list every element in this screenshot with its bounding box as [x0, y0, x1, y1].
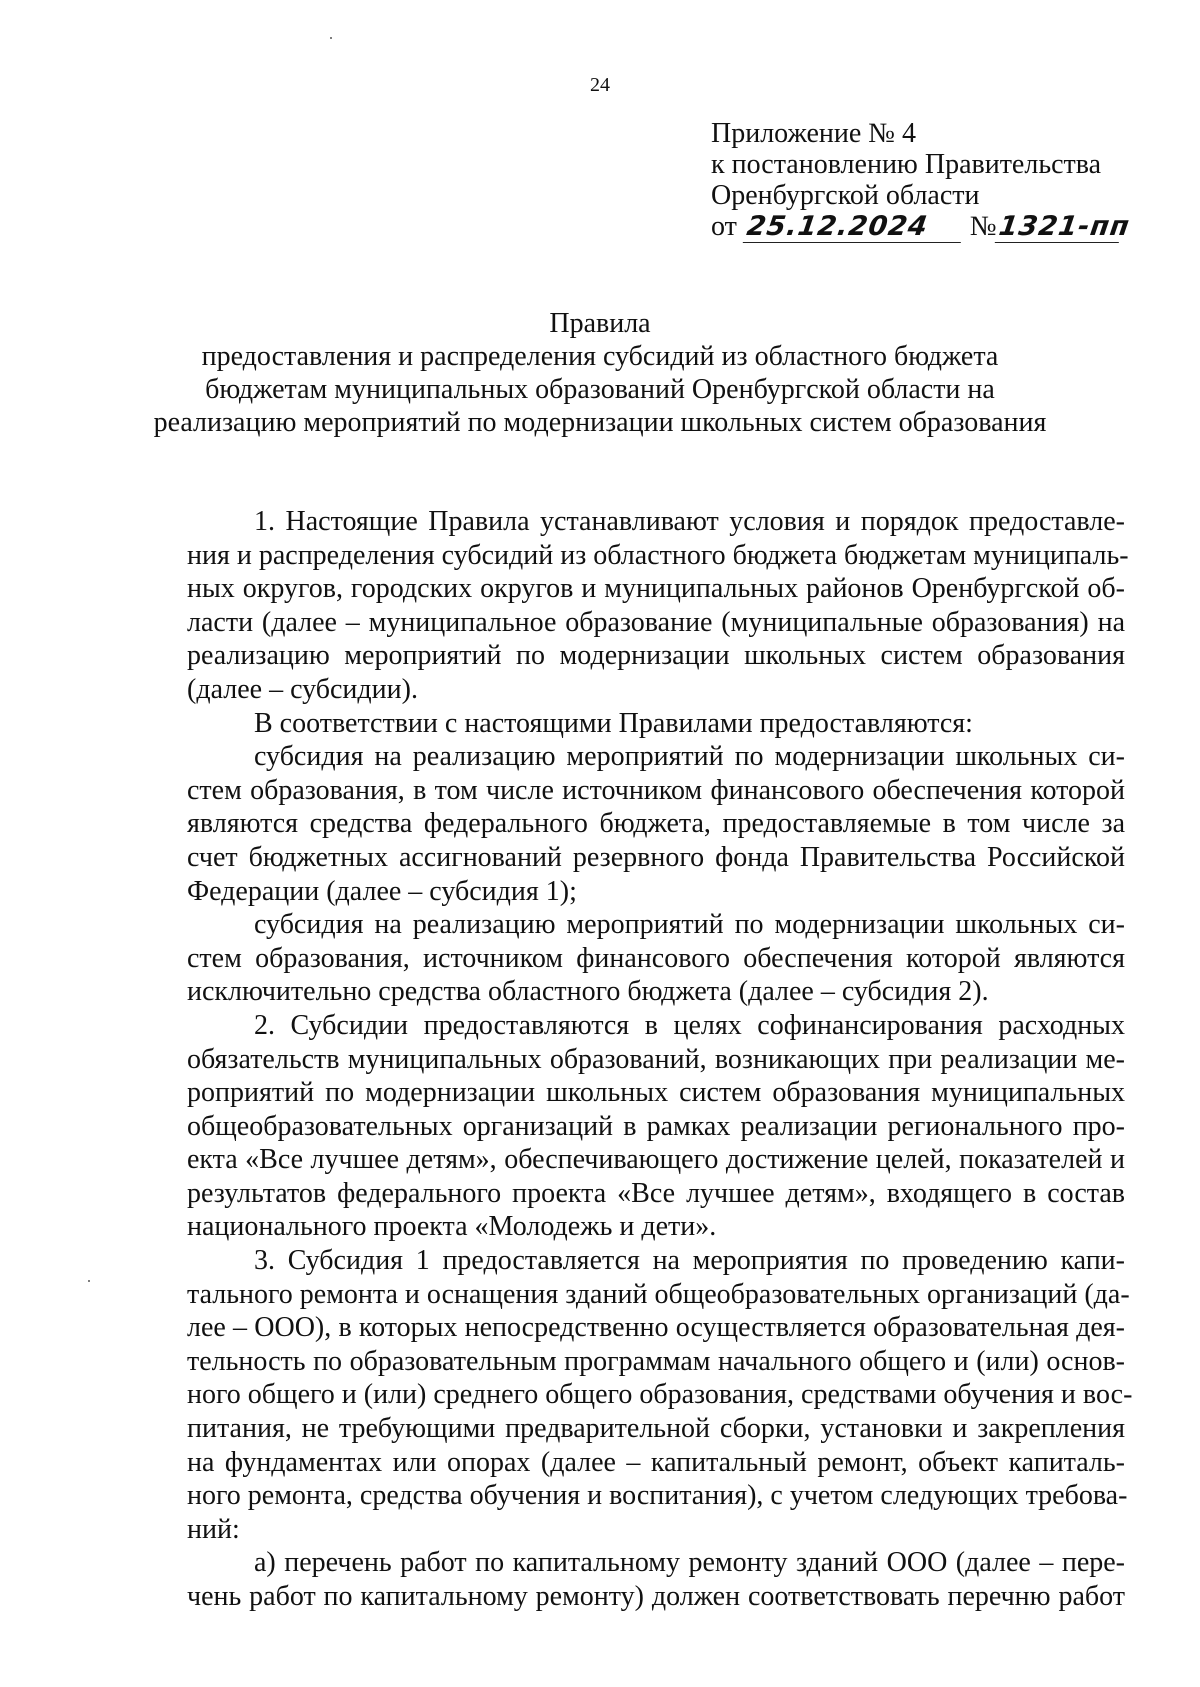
title-line: предоставления и распределения субсидий из областного бюджета — [201, 341, 999, 372]
body-line: субсидия на реализацию мероприятий по модернизации школьных си- — [254, 909, 1125, 941]
body-line: ного общего и (или) среднего общего образования, средствами обучения и вос- — [187, 1379, 1133, 1411]
body-line: общеобразовательных организаций в рамках реализации регионального про- — [187, 1110, 1125, 1142]
body-line: обязательств муниципальных образований, возникающих при реализации ме- — [187, 1043, 1125, 1075]
body-line: питания, не требующими предварительной сборки, установки и закрепления — [187, 1413, 1125, 1445]
body-line: тального ремонта и оснащения зданий общеобразовательных организаций (да- — [187, 1278, 1130, 1310]
body-line: реализацию мероприятий по модернизации школьных систем образования — [187, 640, 1125, 672]
document-title — [0, 307, 1200, 439]
appendix-line: Оренбургской области — [711, 180, 980, 211]
body-line: В соответствии с настоящими Правилами предоставляются: — [254, 707, 973, 739]
appendix-date-number-line — [711, 211, 1132, 243]
title-line: бюджетам муниципальных образований Оренбургской области на — [205, 374, 995, 405]
body-line: (далее – субсидии). — [187, 673, 418, 705]
body-line: исключительно средства областного бюджета (далее – субсидия 2). — [187, 976, 989, 1008]
body-line: результатов федерального проекта «Все лучшее детям», входящего в состав — [187, 1177, 1125, 1209]
title-heading: Правила — [549, 308, 651, 339]
body-line: Федерации (далее – субсидия 1); — [187, 875, 577, 907]
appendix-line: к постановлению Правительства — [711, 149, 1102, 180]
body-line: являются средства федерального бюджета, предоставляемые в том числе за — [187, 808, 1125, 840]
body-line: ных округов, городских округов и муниципальных районов Оренбургской об- — [187, 573, 1125, 605]
body-line: национального проекта «Молодежь и дети». — [187, 1211, 717, 1243]
body-line: 2. Субсидии предоставляются в целях софинансирования расходных — [254, 1009, 1125, 1041]
body-line: стем образования, источником финансового обеспечения которой являются — [187, 942, 1125, 974]
body-line: лее – ООО), в которых непосредственно осуществляется образовательная дея- — [187, 1312, 1125, 1344]
body-line: тельность по образовательным программам начального общего и (или) основ- — [187, 1345, 1125, 1377]
body-line: счет бюджетных ассигнований резервного фонда Правительства Российской — [187, 841, 1125, 873]
scan-speck — [88, 1280, 90, 1282]
body-line: ласти (далее – муниципальное образование (муниципальные образования) на — [187, 606, 1125, 638]
body-line: ния и распределения субсидий из областного бюджета бюджетам муниципаль- — [187, 539, 1129, 571]
body-line: 1. Настоящие Правила устанавливают условия и порядок предоставле- — [254, 506, 1125, 537]
handwritten-number: 1321-пп — [994, 211, 1122, 243]
body-line: субсидия на реализацию мероприятий по модернизации школьных си- — [254, 741, 1125, 773]
body-line: ний: — [187, 1513, 240, 1545]
title-line: реализацию мероприятий по модернизации школьных систем образования — [153, 407, 1047, 438]
body-line: ного ремонта, средства обучения и воспитания), с учетом следующих требова- — [187, 1480, 1128, 1512]
document-body — [187, 505, 1133, 1614]
body-line: стем образования, в том числе источником финансового обеспечения которой — [187, 774, 1125, 806]
number-label: № — [969, 211, 997, 242]
handwritten-date: 25.12.2024 — [743, 211, 965, 243]
body-line: а) перечень работ по капитальному ремонту зданий ООО (далее – пере- — [254, 1547, 1125, 1579]
from-label: от — [711, 211, 737, 242]
appendix-block — [711, 118, 1132, 243]
body-line: роприятий по модернизации школьных систем образования муниципальных — [187, 1077, 1125, 1109]
page-number: 24 — [590, 74, 610, 96]
body-line: на фундаментах или опорах (далее – капитальный ремонт, объект капиталь- — [187, 1446, 1125, 1478]
appendix-title: Приложение № 4 — [711, 118, 916, 149]
body-line: 3. Субсидия 1 предоставляется на мероприятия по проведению капи- — [254, 1245, 1125, 1277]
body-line: чень работ по капитальному ремонту) должен соответствовать перечню работ — [187, 1581, 1125, 1612]
body-line: екта «Все лучшее детям», обеспечивающего достижение целей, показателей и — [187, 1144, 1125, 1176]
scan-speck — [330, 37, 332, 39]
